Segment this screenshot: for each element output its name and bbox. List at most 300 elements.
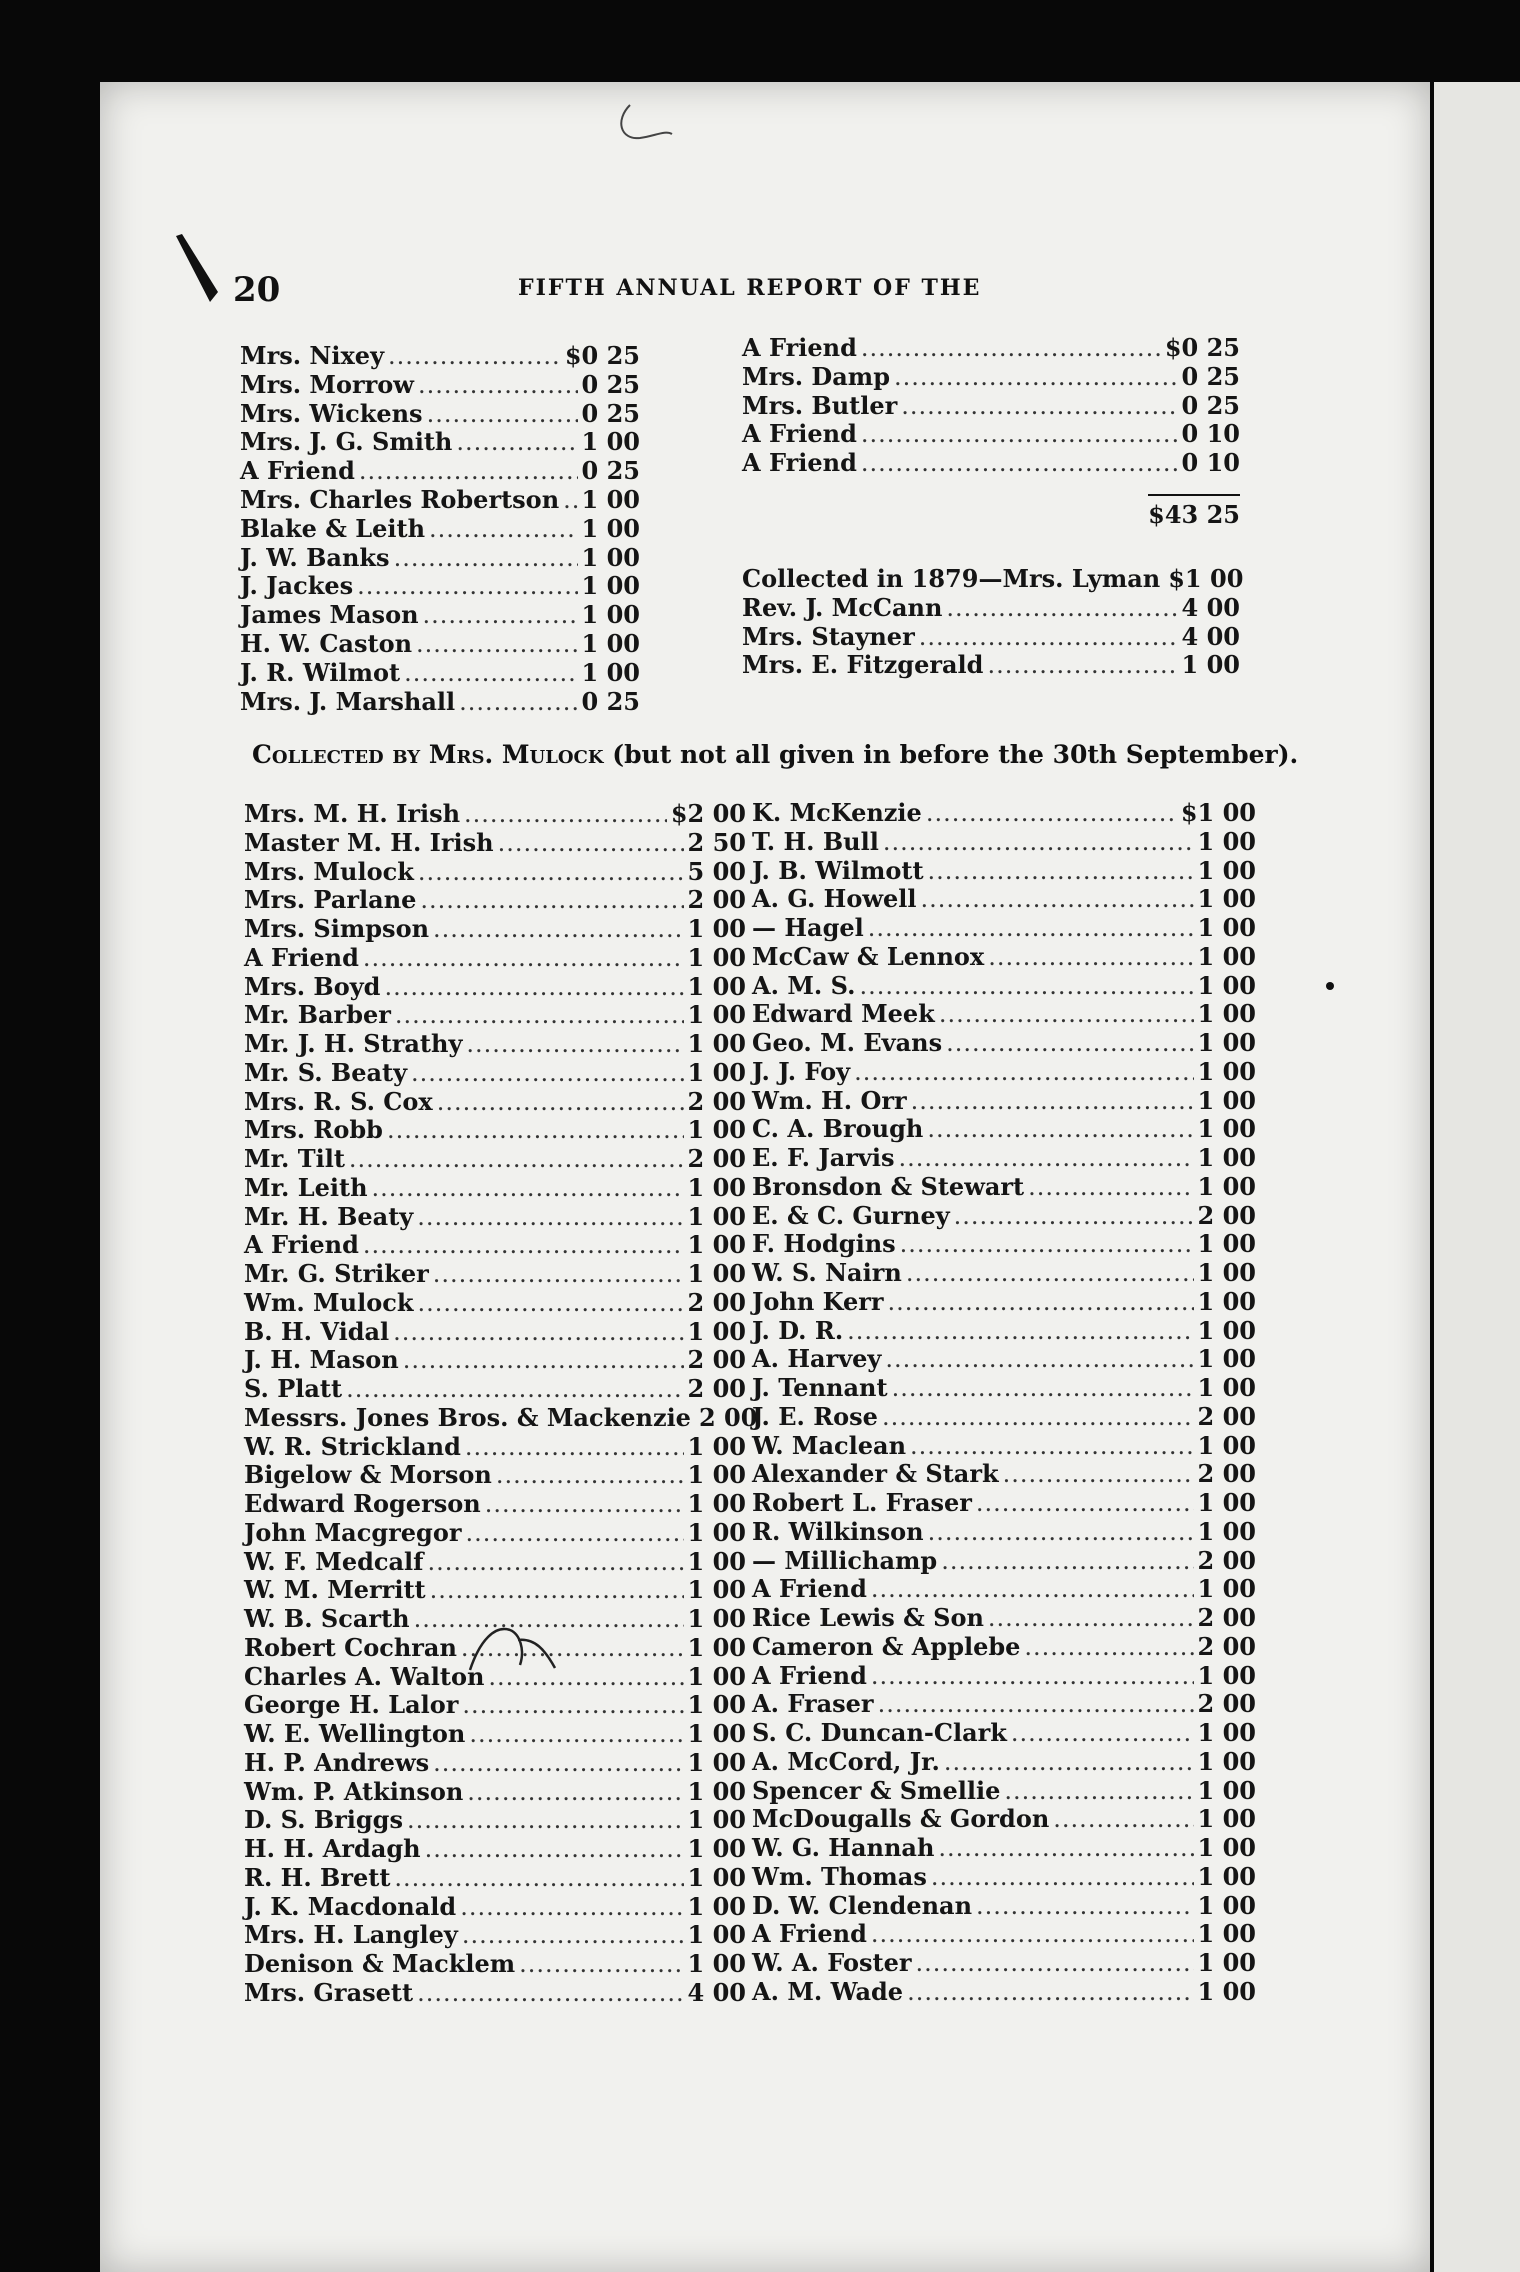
donor-row: [244, 1979, 746, 2008]
donor-name: R. H. Brett: [244, 1862, 391, 1892]
dot-leader: [898, 1144, 1193, 1173]
donor-name: A Friend: [742, 448, 857, 478]
donation-amount: 0 10: [1181, 448, 1240, 478]
donor-list-1879: [742, 564, 1244, 680]
donation-amount: 2 00: [698, 1402, 758, 1432]
donor-row: [752, 1489, 1256, 1518]
donor-name: E. & C. Gurney: [752, 1200, 950, 1230]
dot-leader: [861, 334, 1161, 363]
donor-name: A Friend: [244, 1230, 359, 1260]
dot-leader: [938, 1834, 1193, 1863]
donation-amount: $1 00: [1180, 798, 1256, 827]
donor-row: [752, 799, 1256, 828]
donation-amount: 1 00: [687, 1690, 746, 1720]
total-rule: [1148, 494, 1240, 496]
donor-name: J. Tennant: [752, 1373, 888, 1402]
donor-row: [244, 1749, 746, 1778]
donation-amount: 1 00: [687, 1805, 746, 1835]
dot-leader: [987, 651, 1177, 680]
donation-amount: 1 00: [687, 942, 746, 972]
donation-amount: 1 00: [687, 1172, 746, 1202]
donor-row: [244, 1231, 746, 1260]
dot-leader: [407, 1806, 684, 1835]
dot-leader: [462, 1921, 684, 1950]
dot-leader: [861, 420, 1178, 449]
donation-amount: 2 00: [1197, 1603, 1256, 1632]
donor-name: Mr. H. Beaty: [244, 1201, 414, 1231]
dot-leader: [425, 1835, 684, 1864]
dot-leader: [437, 1088, 684, 1117]
dot-leader: [1011, 1719, 1194, 1748]
donor-name: H. H. Ardagh: [244, 1834, 421, 1863]
donor-row: [244, 1402, 758, 1433]
donor-row: [244, 1260, 746, 1289]
dot-leader: [384, 973, 683, 1002]
donor-name: Denison & Macklem: [244, 1949, 516, 1978]
dot-leader: [359, 457, 578, 486]
donor-row: [244, 1433, 746, 1462]
donation-amount: 2 00: [1197, 1545, 1256, 1575]
donation-amount: 0 25: [1181, 390, 1240, 420]
donation-amount: 2 00: [1197, 1200, 1256, 1230]
donor-name: Geo. M. Evans: [752, 1028, 943, 1057]
dot-leader: [941, 1547, 1193, 1576]
donor-name: Wm. Thomas: [752, 1861, 927, 1891]
dot-leader: [871, 1920, 1194, 1949]
dot-leader: [417, 1979, 683, 2008]
donor-row: [752, 1259, 1256, 1288]
donor-row: [752, 972, 1256, 1001]
running-title: FIFTH ANNUAL REPORT OF THE: [518, 275, 982, 301]
dot-leader: [931, 1863, 1194, 1892]
donation-amount: 1 00: [687, 1632, 746, 1662]
dot-leader: [411, 1059, 684, 1088]
dot-leader: [976, 1489, 1194, 1518]
donor-name: Mrs. Damp: [742, 361, 890, 391]
donor-name: A. Fraser: [752, 1689, 874, 1719]
dot-leader: [393, 1318, 683, 1347]
donation-amount: 1 00: [1197, 1746, 1256, 1776]
donor-row: [752, 1230, 1256, 1259]
donation-amount: 1 00: [581, 600, 640, 630]
donor-row: [240, 601, 640, 630]
donor-name: John Macgregor: [244, 1517, 462, 1547]
dot-leader: [868, 914, 1194, 943]
section-heading-prefix: Collected by Mrs. Mulock: [252, 740, 604, 769]
dot-leader: [363, 1231, 684, 1260]
dot-leader: [363, 944, 684, 973]
donor-list-mulock-right: [752, 799, 1256, 2007]
donor-row: [752, 1777, 1256, 1806]
dot-leader: [927, 1115, 1193, 1144]
donation-amount: 4 00: [687, 1977, 746, 2007]
donor-row: [244, 1289, 746, 1318]
donor-name: R. Wilkinson: [752, 1516, 924, 1546]
donor-name: F. Hodgins: [752, 1229, 896, 1259]
donor-row: [742, 564, 1244, 594]
donor-name: A Friend: [240, 456, 355, 486]
donation-amount: 1 00: [1197, 1574, 1256, 1604]
donor-row: [752, 1000, 1256, 1029]
donor-name: Robert L. Fraser: [752, 1488, 972, 1517]
dot-leader: [433, 915, 684, 944]
donor-name: Wm. Mulock: [244, 1287, 414, 1317]
donation-amount: 1 00: [1197, 1114, 1256, 1144]
dot-leader: [988, 1604, 1194, 1633]
donation-amount: 1 00: [1197, 855, 1256, 885]
donation-amount: $1 00: [1168, 564, 1244, 593]
donor-row: [752, 1633, 1256, 1662]
dot-leader: [427, 1548, 683, 1577]
ink-dot-mark: [1326, 982, 1334, 990]
donor-row: [240, 486, 640, 515]
dot-leader: [859, 972, 1193, 1001]
donor-row: [752, 1690, 1256, 1719]
donation-amount: 4 00: [1181, 621, 1240, 651]
donor-row: [244, 1720, 746, 1749]
dot-leader: [847, 1317, 1193, 1346]
dot-leader: [519, 1950, 683, 1979]
donor-name: D. S. Briggs: [244, 1805, 403, 1835]
donor-name: H. W. Caston: [240, 628, 413, 658]
donation-amount: 4 00: [1181, 592, 1240, 622]
dot-leader: [911, 1087, 1194, 1116]
donor-row: [752, 828, 1256, 857]
donor-name: Wm. H. Orr: [752, 1085, 907, 1115]
donor-row: [752, 1374, 1256, 1403]
donor-row: [244, 1375, 746, 1404]
donor-row: [240, 659, 640, 688]
donor-row: [244, 1835, 746, 1864]
donation-amount: 1 00: [1197, 1085, 1256, 1115]
dot-leader: [885, 1345, 1193, 1374]
donation-amount: 1 00: [581, 657, 640, 687]
donor-name: Edward Rogerson: [244, 1489, 481, 1518]
donor-name: Mr. S. Beaty: [244, 1057, 408, 1087]
donor-name: J. J. Foy: [752, 1056, 851, 1086]
donation-amount: 1 00: [1197, 1890, 1256, 1920]
donor-name: McCaw & Lennox: [752, 941, 985, 971]
donation-amount: 1 00: [1197, 1258, 1256, 1287]
donor-name: Mr. Tilt: [244, 1144, 345, 1173]
dot-leader: [906, 1259, 1194, 1288]
donor-name: Mrs. Simpson: [244, 914, 430, 943]
dot-leader: [416, 630, 578, 659]
donor-row: [240, 630, 640, 659]
donor-name: Alexander & Stark: [752, 1459, 999, 1489]
dot-leader: [349, 1145, 684, 1174]
dot-leader: [916, 1949, 1194, 1978]
donation-amount: 1 00: [1197, 1488, 1256, 1517]
dot-leader: [946, 1029, 1193, 1058]
donor-name: W. G. Hannah: [752, 1833, 935, 1862]
donor-name: Mrs. H. Langley: [244, 1920, 458, 1950]
donor-row: [742, 623, 1240, 652]
dot-leader: [892, 1374, 1194, 1403]
page-number: 20: [233, 270, 281, 310]
donor-name: J. R. Wilmot: [240, 657, 401, 687]
donor-row: [752, 1892, 1256, 1921]
dot-leader: [433, 1260, 684, 1289]
dot-leader: [429, 515, 578, 544]
donation-amount: 1 00: [687, 1776, 746, 1806]
donation-amount: 1 00: [1197, 1948, 1256, 1977]
dot-leader: [901, 392, 1177, 421]
dot-leader: [498, 829, 684, 858]
donor-row: [244, 1950, 746, 1979]
donor-row: [752, 885, 1256, 914]
donor-row: [240, 688, 640, 717]
donor-name: S. C. Duncan-Clark: [752, 1718, 1007, 1747]
dot-leader: [1028, 1173, 1193, 1202]
donation-amount: 1 00: [687, 1575, 746, 1605]
dot-leader: [883, 828, 1194, 857]
donor-row: [244, 915, 746, 944]
dot-leader: [423, 601, 578, 630]
donor-row: [244, 858, 746, 887]
donor-row: [240, 457, 640, 486]
dot-leader: [928, 857, 1194, 886]
dot-leader: [944, 1748, 1194, 1777]
donation-amount: 1 00: [687, 971, 746, 1001]
facing-page-edge: [1434, 82, 1520, 2272]
donor-row: [244, 829, 746, 858]
donation-amount: 1 00: [687, 1201, 746, 1231]
donation-amount: 0 25: [581, 456, 640, 486]
donation-amount: 2 00: [1197, 1459, 1256, 1489]
subtotal-amount: $43 25: [1148, 500, 1240, 529]
donation-amount: 1 00: [581, 484, 640, 514]
donation-amount: 1 00: [687, 1920, 746, 1950]
dot-leader: [465, 1433, 684, 1462]
donation-amount: 1 00: [687, 1719, 746, 1748]
donation-amount: 2 00: [1197, 1401, 1256, 1431]
dot-leader: [1024, 1633, 1193, 1662]
donor-row: [752, 1460, 1256, 1489]
donor-name: Mr. Barber: [244, 1000, 391, 1030]
donation-amount: 1 00: [687, 1316, 746, 1346]
donor-row: [752, 1058, 1256, 1087]
donation-amount: 1 00: [1197, 1315, 1256, 1345]
donor-name: J. K. Macdonald: [244, 1891, 457, 1921]
donor-row: [244, 1318, 746, 1347]
donor-name: W. E. Wellington: [244, 1719, 466, 1748]
donation-amount: 0 25: [581, 398, 640, 428]
donation-amount: 1 00: [1197, 941, 1256, 971]
donor-row: [742, 392, 1240, 421]
dot-leader: [488, 1663, 683, 1692]
donation-amount: 1 00: [1197, 1056, 1256, 1086]
dot-leader: [946, 594, 1177, 623]
donation-amount: 2 00: [1197, 1689, 1256, 1719]
donor-name: W. S. Nairn: [752, 1258, 902, 1287]
donor-row: [742, 420, 1240, 449]
donation-amount: 1 00: [687, 1029, 746, 1058]
dot-leader: [469, 1720, 683, 1749]
dot-leader: [919, 623, 1178, 652]
dot-leader: [387, 1116, 684, 1145]
donor-row: [244, 1001, 746, 1030]
donation-amount: 1 00: [1197, 970, 1256, 1000]
donation-amount: 1 00: [687, 1661, 746, 1691]
dot-leader: [466, 1030, 683, 1059]
dot-leader: [464, 800, 667, 829]
donor-name: A. G. Howell: [752, 884, 917, 914]
donor-row: [244, 886, 746, 915]
donation-amount: 1 00: [687, 1000, 746, 1030]
donation-amount: 1 00: [687, 1546, 746, 1576]
donor-row: [752, 1662, 1256, 1691]
donor-name: K. McKenzie: [752, 798, 922, 827]
dot-leader: [420, 886, 683, 915]
dot-leader: [900, 1230, 1194, 1259]
donor-row: [244, 1116, 746, 1145]
donor-row: [244, 1806, 746, 1835]
donor-row: [244, 1548, 746, 1577]
donor-row: [752, 1719, 1256, 1748]
donor-name: A. McCord, Jr.: [752, 1746, 940, 1776]
donor-row: [244, 1490, 746, 1519]
donor-row: [244, 1088, 746, 1117]
donation-amount: 2 00: [687, 1086, 746, 1116]
donor-name: Mrs. Parlane: [244, 885, 417, 915]
donation-amount: 1 00: [1197, 1028, 1256, 1057]
donor-name: George H. Lalor: [244, 1690, 459, 1720]
donor-name: C. A. Brough: [752, 1114, 924, 1144]
donor-name: Mrs. E. Fitzgerald: [742, 650, 984, 680]
dot-leader: [357, 572, 577, 601]
donor-name: Mrs. Robb: [244, 1115, 383, 1145]
donation-amount: 0 25: [1181, 361, 1240, 391]
donation-amount: 1 00: [1197, 1516, 1256, 1546]
donor-name: Rev. J. McCann: [742, 592, 943, 622]
donation-amount: 1 00: [581, 571, 640, 601]
donor-name: Master M. H. Irish: [244, 827, 494, 857]
dot-leader: [394, 544, 578, 573]
donor-row: [752, 1029, 1256, 1058]
donor-row: [244, 1893, 746, 1922]
donor-row: [244, 1203, 746, 1232]
donor-list-top-right: [742, 334, 1240, 478]
donor-name: A Friend: [752, 1919, 867, 1949]
donor-name: J. E. Rose: [752, 1401, 878, 1431]
donor-name: Mr. J. H. Strathy: [244, 1029, 463, 1058]
donation-amount: 2 50: [687, 827, 746, 857]
donor-list-mulock-left: [244, 799, 758, 2008]
donor-row: [752, 1834, 1256, 1863]
donation-amount: 5 00: [687, 856, 746, 886]
donor-row: [240, 544, 640, 573]
donation-amount: 2 00: [687, 1345, 746, 1375]
dot-leader: [372, 1174, 684, 1203]
donation-amount: 1 00: [581, 427, 640, 457]
dot-leader: [910, 1432, 1194, 1461]
dot-leader: [1004, 1777, 1193, 1806]
donor-name: D. W. Clendenan: [752, 1890, 973, 1920]
donor-name: Mrs. Nixey: [240, 341, 385, 370]
donation-amount: 1 00: [687, 1057, 746, 1087]
donor-name: Robert Cochran: [244, 1632, 457, 1662]
donor-name: Charles A. Walton: [244, 1661, 485, 1691]
donation-amount: 2 00: [687, 1144, 746, 1173]
donation-amount: 1 00: [687, 1431, 746, 1461]
donation-amount: $0 25: [564, 341, 640, 370]
donor-row: [244, 1174, 746, 1203]
donor-name: Mrs. Butler: [742, 390, 898, 420]
donor-name: Mrs. J. G. Smith: [240, 427, 453, 457]
donor-row: [742, 594, 1240, 623]
donor-name: W. A. Foster: [752, 1948, 912, 1977]
donor-name: Mrs. Mulock: [244, 856, 414, 886]
donation-amount: 1 00: [687, 1891, 746, 1921]
donation-amount: 1 00: [687, 1604, 746, 1633]
donor-row: [240, 371, 640, 400]
dot-leader: [430, 1576, 684, 1605]
dot-leader: [395, 1001, 684, 1030]
donor-name: Edward Meek: [752, 999, 935, 1029]
donor-row: [752, 1317, 1256, 1346]
donor-name: Mrs. J. Marshall: [240, 686, 456, 716]
donation-amount: 1 00: [687, 914, 746, 943]
donation-amount: 1 00: [581, 513, 640, 543]
donation-amount: 1 00: [1197, 1286, 1256, 1316]
donor-name: Collected in 1879—Mrs. Lyman: [742, 564, 1161, 593]
donor-name: Mrs. Boyd: [244, 971, 381, 1001]
donation-amount: 1 00: [687, 1949, 746, 1978]
section-heading: [252, 740, 1298, 769]
donor-name: Wm. P. Atkinson: [244, 1776, 464, 1806]
donation-amount: 1 00: [687, 1115, 746, 1145]
donor-name: B. H. Vidal: [244, 1316, 390, 1346]
donor-row: [752, 1575, 1256, 1604]
dot-leader: [404, 659, 577, 688]
donation-amount: 1 00: [1197, 1344, 1256, 1374]
dot-leader: [882, 1403, 1194, 1432]
donor-name: H. P. Andrews: [244, 1747, 430, 1777]
donation-amount: 1 00: [1197, 1775, 1256, 1805]
donor-row: [244, 1576, 746, 1605]
donor-name: Mrs. Charles Robertson: [240, 484, 560, 514]
dot-leader: [894, 363, 1178, 392]
dot-leader: [427, 400, 578, 429]
donor-name: W. F. Medcalf: [244, 1546, 424, 1576]
dot-leader: [921, 885, 1194, 914]
donor-row: [752, 1288, 1256, 1317]
donation-amount: 2 00: [687, 885, 746, 915]
dot-leader: [414, 1605, 684, 1634]
dot-leader: [496, 1461, 684, 1490]
donor-row: [742, 334, 1240, 363]
donor-row: [244, 1778, 746, 1807]
dot-leader: [461, 1634, 684, 1663]
dot-leader: [954, 1202, 1194, 1231]
donor-name: E. F. Jarvis: [752, 1143, 895, 1172]
donation-amount: 1 00: [1197, 1660, 1256, 1690]
donor-name: Mr. Leith: [244, 1172, 368, 1202]
donor-row: [244, 1921, 746, 1950]
donor-row: [244, 1145, 746, 1174]
donor-name: Bigelow & Morson: [244, 1460, 492, 1490]
donor-row: [742, 651, 1240, 680]
donor-name: J. W. Banks: [240, 542, 390, 572]
donor-row: [240, 515, 640, 544]
donor-row: [244, 800, 746, 829]
dot-leader: [388, 342, 561, 371]
dot-leader: [861, 449, 1178, 478]
dot-leader: [926, 799, 1177, 828]
dot-leader: [462, 1691, 683, 1720]
pencil-scribble-mark: [610, 100, 680, 150]
